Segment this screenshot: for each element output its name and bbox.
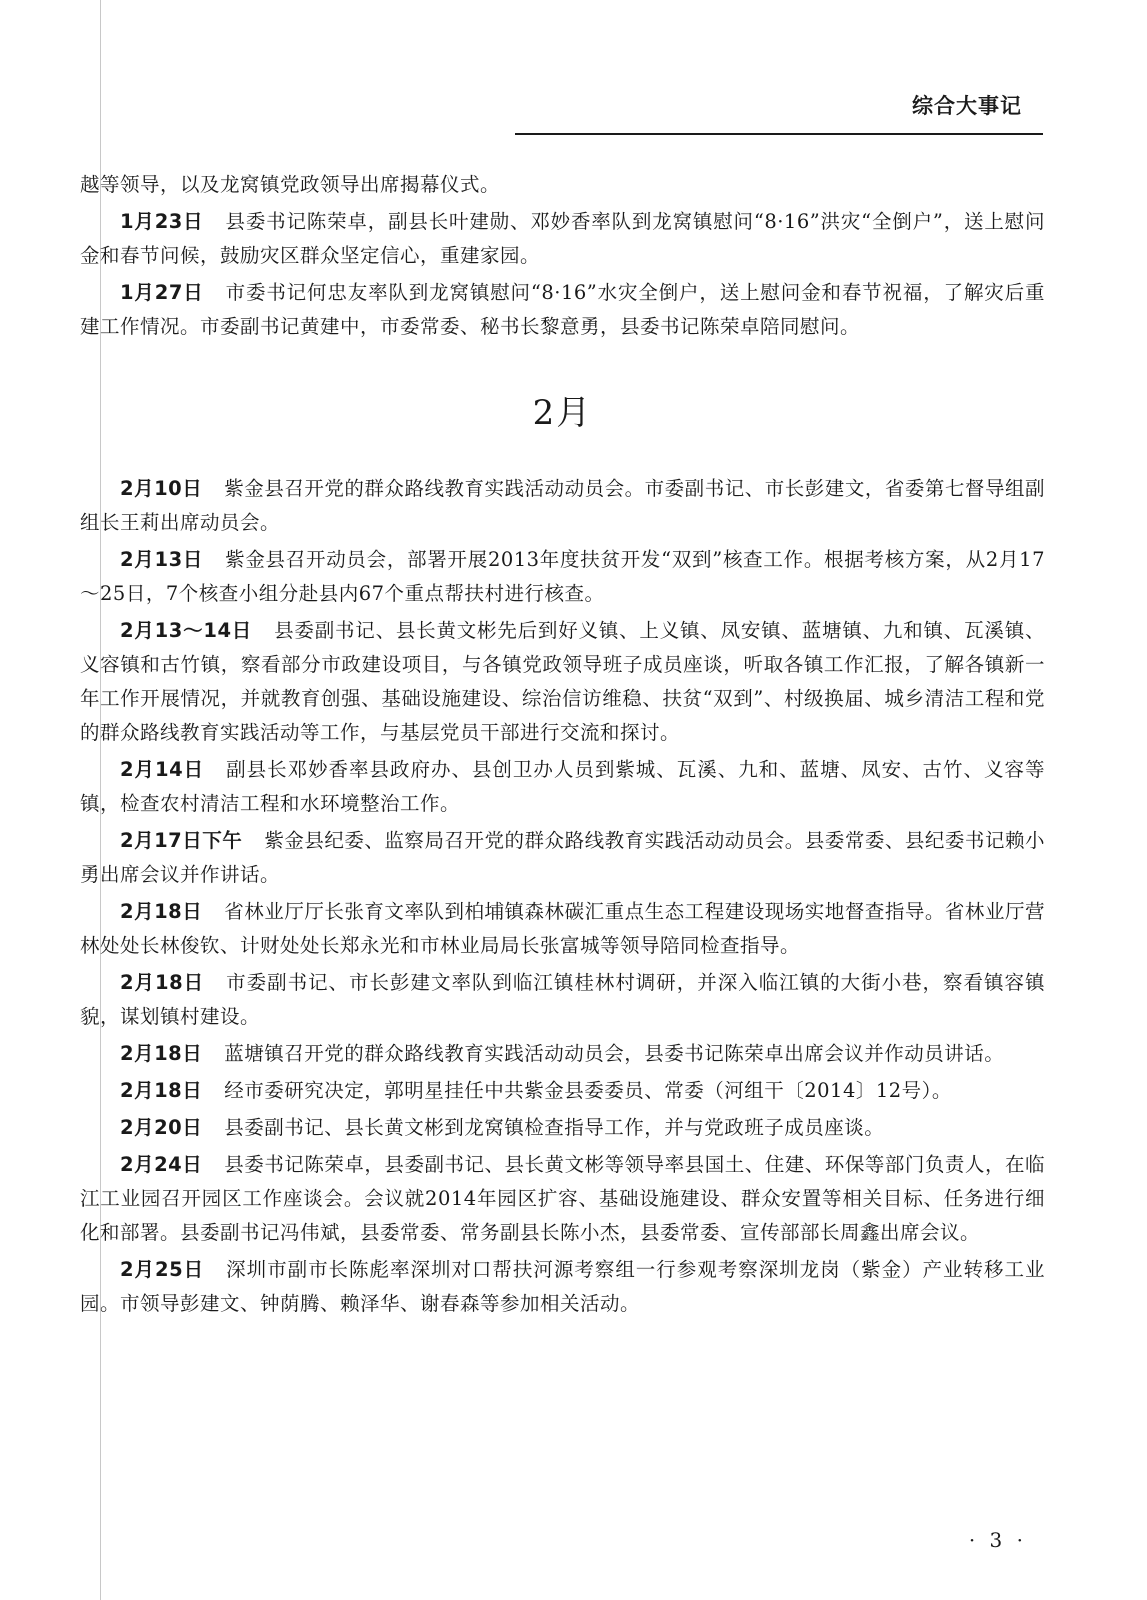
entry-text: 市委书记何忠友率队到龙窝镇慰问“8·16”水灾全倒户，送上慰问金和春节祝福，了解灾后重建工作情况。市委副书记黄建中，市委常委、秘书长黎意勇，县委书记陈荣卓陪同慰问。	[80, 281, 1045, 338]
running-title: 综合大事记	[912, 94, 1022, 118]
entry-date: 2月25日	[120, 1258, 205, 1281]
entry-date: 2月14日	[120, 758, 205, 781]
page-content	[80, 168, 1045, 1324]
entry-date: 2月24日	[120, 1153, 203, 1176]
entry-text: 越等领导，以及龙窝镇党政领导出席揭幕仪式。	[80, 173, 501, 196]
entry-text: 县委副书记、县长黄文彬到龙窝镇检查指导工作，并与党政班子成员座谈。	[224, 1116, 885, 1139]
entry-paragraph	[80, 1111, 1045, 1145]
entry-date: 1月27日	[120, 281, 204, 304]
entry-text: 市委副书记、市长彭建文率队到临江镇桂林村调研，并深入临江镇的大街小巷，察看镇容镇貌，谋划镇村建设。	[80, 971, 1045, 1028]
entry-date: 1月23日	[120, 210, 204, 233]
entry-text: 紫金县纪委、监察局召开党的群众路线教育实践活动动员会。县委常委、县纪委书记赖小勇出席会议并作讲话。	[80, 829, 1045, 886]
entry-paragraph	[80, 1148, 1045, 1250]
month-heading: 2月	[532, 393, 593, 433]
entry-text: 县委副书记、县长黄文彬先后到好义镇、上义镇、凤安镇、蓝塘镇、九和镇、瓦溪镇、义容镇和古竹镇，察看部分市政建设项目，与各镇党政领导班子成员座谈，听取各镇工作汇报，了解各镇新一年工作开展情况，并就教育创强、基础设施建设、综治信访维稳、扶贫“双到”、村级换届、城乡清洁工程和党的群众路线教育实践活动等工作，与基层党员干部进行交流和探讨。	[80, 619, 1045, 744]
entry-text: 省林业厅厅长张育文率队到柏埔镇森林碳汇重点生态工程建设现场实地督查指导。省林业厅营林处处长林俊钦、计财处处长郑永光和市林业局局长张富城等领导陪同检查指导。	[80, 900, 1045, 957]
entry-text: 县委书记陈荣卓，副县长叶建勋、邓妙香率队到龙窝镇慰问“8·16”洪灾“全倒户”，送上慰问金和春节问候，鼓励灾区群众坚定信心，重建家园。	[80, 210, 1045, 267]
entry-date: 2月13～14日	[120, 619, 253, 642]
entry-paragraph	[80, 168, 1045, 202]
entry-date: 2月17日下午	[120, 829, 243, 852]
entry-paragraph	[80, 1037, 1045, 1071]
page-number: · 3 ·	[968, 1528, 1027, 1552]
entry-text: 经市委研究决定，郭明星挂任中共紫金县委委员、常委（河组干〔2014〕12号）。	[224, 1079, 952, 1102]
entry-date: 2月13日	[120, 548, 204, 571]
entry-text: 紫金县召开动员会，部署开展2013年度扶贫开发“双到”核查工作。根据考核方案，从2月17～25日，7个核查小组分赴县内67个重点帮扶村进行核查。	[80, 548, 1045, 605]
entry-text: 紫金县召开党的群众路线教育实践活动动员会。市委副书记、市长彭建文，省委第七督导组副组长王莉出席动员会。	[80, 477, 1045, 534]
entry-date: 2月18日	[120, 971, 205, 994]
entry-paragraph	[80, 614, 1045, 750]
entry-paragraph	[80, 276, 1045, 344]
entry-date: 2月18日	[120, 1079, 203, 1102]
entry-paragraph	[80, 543, 1045, 611]
entry-date: 2月18日	[120, 900, 203, 923]
entry-date: 2月20日	[120, 1116, 203, 1139]
entry-paragraph	[80, 1074, 1045, 1108]
entry-paragraph	[80, 753, 1045, 821]
entry-paragraph	[80, 824, 1045, 892]
entry-paragraph	[80, 472, 1045, 540]
entry-date: 2月10日	[120, 477, 203, 500]
entry-paragraph	[80, 1253, 1045, 1321]
entry-paragraph	[80, 205, 1045, 273]
entry-text: 副县长邓妙香率县政府办、县创卫办人员到紫城、瓦溪、九和、蓝塘、凤安、古竹、义容等镇，检查农村清洁工程和水环境整治工作。	[80, 758, 1045, 815]
entry-paragraph	[80, 966, 1045, 1034]
entry-date: 2月18日	[120, 1042, 203, 1065]
entry-text: 县委书记陈荣卓，县委副书记、县长黄文彬等领导率县国土、住建、环保等部门负责人，在临江工业园召开园区工作座谈会。会议就2014年园区扩容、基础设施建设、群众安置等相关目标、任务进行细化和部署。县委副书记冯伟斌，县委常委、常务副县长陈小杰，县委常委、宣传部部长周鑫出席会议。	[80, 1153, 1045, 1244]
entry-text: 深圳市副市长陈彪率深圳对口帮扶河源考察组一行参观考察深圳龙岗（紫金）产业转移工业园。市领导彭建文、钟荫腾、赖泽华、谢春森等参加相关活动。	[80, 1258, 1045, 1315]
header-rule	[515, 133, 1043, 135]
entry-text: 蓝塘镇召开党的群众路线教育实践活动动员会，县委书记陈荣卓出席会议并作动员讲话。	[224, 1042, 1005, 1065]
entry-paragraph	[80, 895, 1045, 963]
